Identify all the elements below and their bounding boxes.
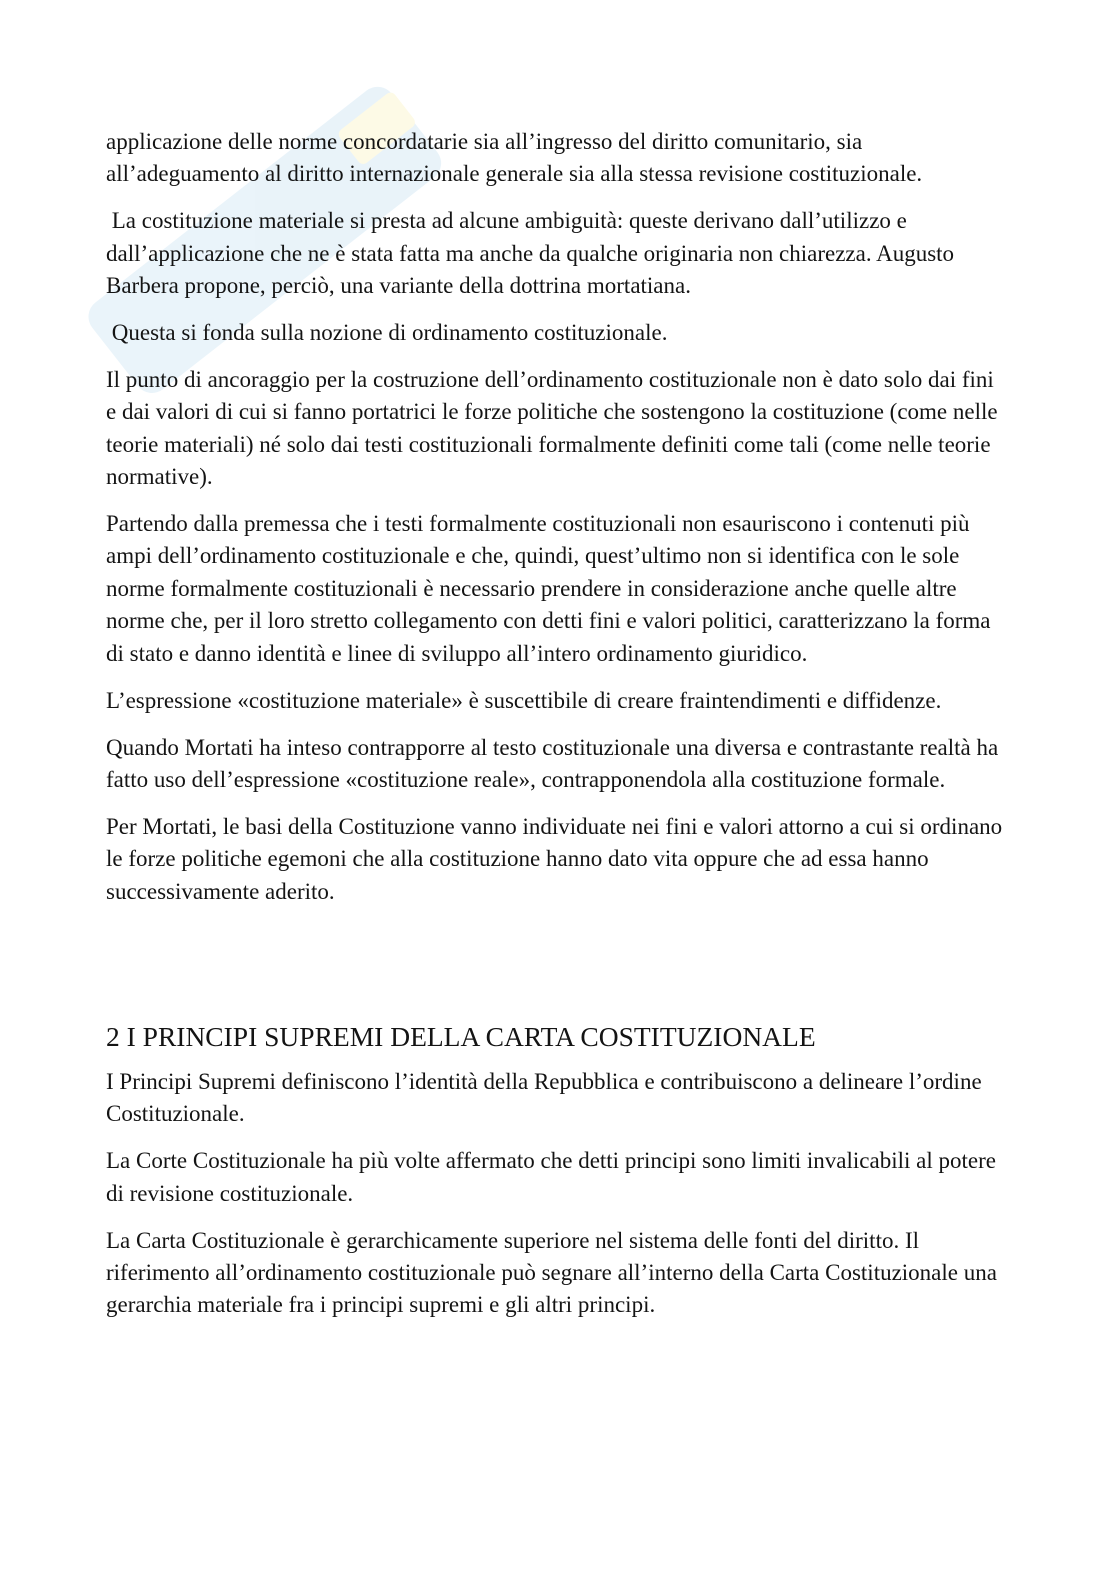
paragraph-2: La costituzione materiale si presta ad alcune ambiguità: queste derivano dall’utilizzo e dall’applicazione che ne è stata fatta ma anche da qualche originaria non chiarezza. Augusto Barbera propone, perciò, una variante della dottrina mortatiana.: [106, 208, 955, 299]
paragraph-3: Questa si fonda sulla nozione di ordinamento costituzionale.: [106, 320, 668, 346]
paragraph-6: L’espressione «costituzione materiale» è suscettibile di creare fraintendimenti e diffidenze.: [106, 687, 942, 713]
paragraph-11: La Carta Costituzionale è gerarchicamente superiore nel sistema delle fonti del diritto. Il riferimento all’ordinamento costituzionale può segnare all’interno della Carta Costituzionale una gerarchia materiale fra i principi supremi e gli altri principi.: [106, 1227, 997, 1318]
paragraph-8: Per Mortati, le basi della Costituzione vanno individuate nei fini e valori attorno a cui si ordinano le forze politiche egemoni che alla costituzione hanno dato vita oppure che ad essa hanno successivamente aderito.: [106, 813, 1003, 904]
paragraph-1: applicazione delle norme concordatarie sia all’ingresso del diritto comunitario, sia all’adeguamento al diritto internazionale generale sia alla stessa revisione costituzionale.: [106, 129, 923, 187]
section-heading: 2 I PRINCIPI SUPREMI DELLA CARTA COSTITUZIONALE: [106, 1021, 816, 1053]
paragraph-9: I Principi Supremi definiscono l’identità della Repubblica e contribuiscono a delineare l’ordine Costituzionale.: [106, 1069, 982, 1127]
paragraph-5: Partendo dalla premessa che i testi formalmente costituzionali non esauriscono i contenuti più ampi dell’ordinamento costituzionale e che, quindi, quest’ultimo non si identifica con le sole norme formalmente costituzionali è necessario prendere in considerazione anche quelle altre norme che, per il loro stretto collegamento con detti fini e valori politici, caratterizzano la forma di stato e danno identità e linee di sviluppo all’intero ordinamento giuridico.: [106, 511, 991, 666]
document-page: [106, 126, 1006, 1336]
paragraph-4: Il punto di ancoraggio per la costruzione dell’ordinamento costituzionale non è dato solo dai fini e dai valori di cui si fanno portatrici le forze politiche che sostengono la costituzione (come nelle teorie materiali) né solo dai testi costituzionali formalmente definiti come tali (come nelle teorie normative).: [106, 366, 998, 490]
paragraph-7: Quando Mortati ha inteso contrapporre al testo costituzionale una diversa e contrastante realtà ha fatto uso dell’espressione «costituzione reale», contrapponendola alla costituzione formale.: [106, 734, 999, 792]
paragraph-10: La Corte Costituzionale ha più volte affermato che detti principi sono limiti invalicabili al potere di revisione costituzionale.: [106, 1148, 996, 1206]
